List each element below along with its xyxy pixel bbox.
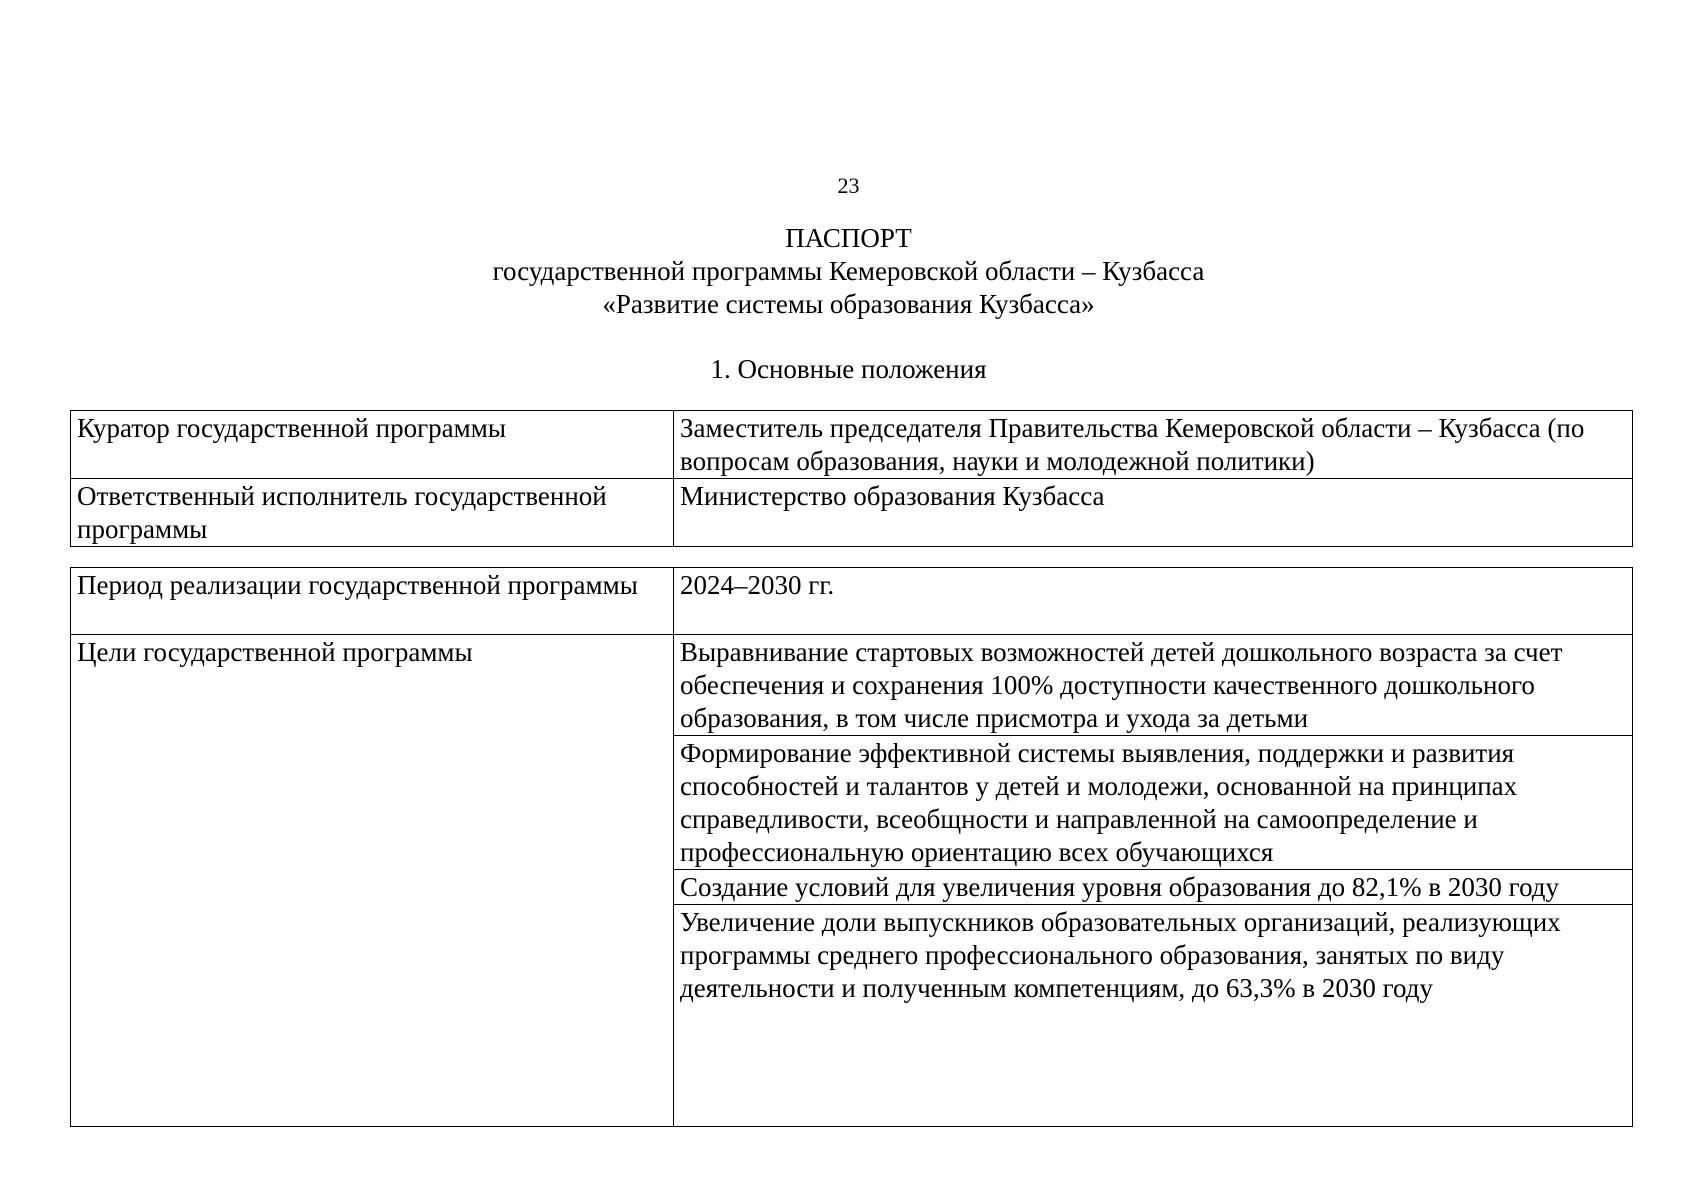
goal-item-3: Создание условий для увеличения уровня образования до 82,1% в 2030 году: [674, 870, 1632, 905]
table-row: [71, 411, 1633, 479]
page-number: 23: [837, 173, 860, 198]
goals-list: [674, 635, 1633, 1127]
document-subtitle-line-1: государственной программы Кемеровской области – Кузбасса: [492, 256, 1205, 286]
passport-table-main: [70, 410, 1633, 547]
document-title: ПАСПОРТ: [785, 223, 912, 253]
goal-item-4: Увеличение доли выпускников образовательных организаций, реализующих программы среднего профессионального образования, занятых по виду деятельности и полученным компетенциям, до 63,3% в 2030 году: [680, 907, 1561, 1003]
executor-value: Министерство образования Кузбасса: [674, 479, 1633, 547]
table-row: [71, 568, 1633, 635]
goal-item-2: Формирование эффективной системы выявления, поддержки и развития способностей и талантов у детей и молодежи, основанной на принципах справедливости, всеобщности и направленной на самоопределение и профессиональную ориентацию всех обучающихся: [674, 736, 1632, 870]
table-row: [71, 635, 1633, 1127]
passport-table-period-goals: [70, 567, 1633, 1127]
section-title: 1. Основные положения: [710, 354, 987, 384]
document-subtitle-line-2: «Развитие системы образования Кузбасса»: [602, 289, 1095, 319]
curator-value: Заместитель председателя Правительства Кемеровской области – Кузбасса (по вопросам образования, науки и молодежной политики): [674, 411, 1633, 479]
curator-label: Куратор государственной программы: [71, 411, 674, 479]
document-title-block: [0, 222, 1697, 321]
executor-label: Ответственный исполнитель государственной программы: [71, 479, 674, 547]
table-row: [71, 479, 1633, 547]
goals-label: Цели государственной программы: [71, 635, 674, 1127]
period-label: Период реализации государственной программы: [71, 568, 674, 635]
goal-item-1: Выравнивание стартовых возможностей детей дошкольного возраста за счет обеспечения и сохранения 100% доступности качественного дошкольного образования, в том числе присмотра и ухода за детьми: [674, 635, 1632, 736]
period-value: 2024–2030 гг.: [674, 568, 1633, 635]
